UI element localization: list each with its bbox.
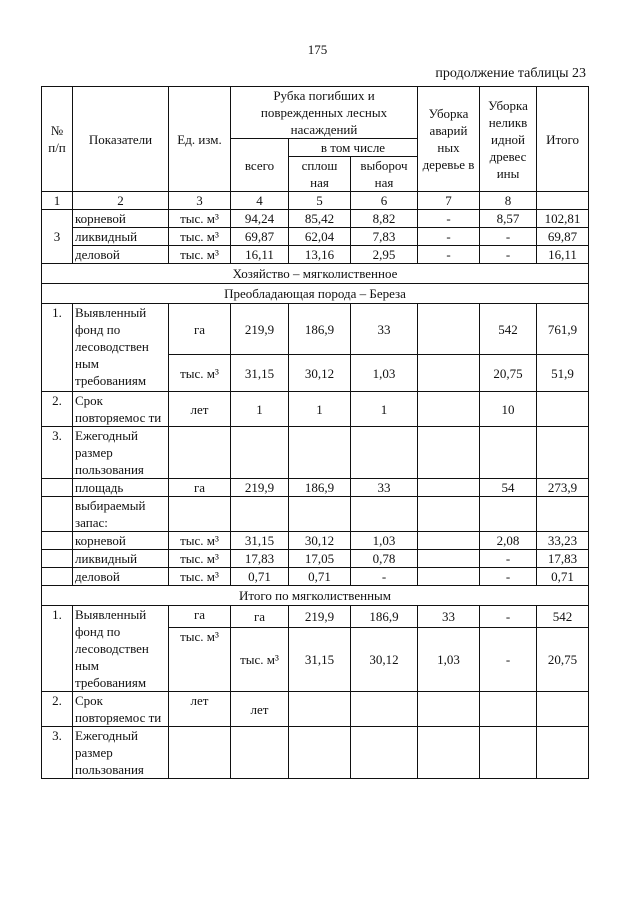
table-row [42, 479, 589, 497]
cell-unit: тыс. м³ [169, 210, 231, 228]
row-num: 1. [42, 606, 73, 692]
cell-value: 10 [480, 392, 537, 427]
row-label: выбираемый запас: [73, 497, 169, 532]
section-heading-row [42, 284, 589, 304]
row-label: ликвидный [73, 550, 169, 568]
table-row [42, 246, 589, 264]
cell-unit: тыс. м³ [169, 228, 231, 246]
row-label: Выявленный фонд по лесоводствен ным требованиям [73, 606, 169, 692]
col-num: 4 [231, 192, 289, 210]
row-num: 3 [42, 210, 73, 264]
cell-value: 2,08 [480, 532, 537, 550]
row-num: 2. [42, 392, 73, 427]
cell-unit: тыс. м³ [169, 628, 231, 692]
col-num: 1 [42, 192, 73, 210]
header-row-1 [42, 87, 589, 139]
row-label: Ежегодный размер пользования [73, 727, 169, 779]
table-row [42, 692, 589, 727]
cell-value: 30,12 [289, 532, 351, 550]
cell-value: 186,9 [289, 479, 351, 497]
table-row [42, 568, 589, 586]
section-heading-row [42, 264, 589, 284]
header-emergency: Уборка аварий ных деревье в [418, 87, 480, 192]
header-selective: выбороч ная [351, 157, 418, 192]
cell-value: 62,04 [289, 228, 351, 246]
cell-value: 1,03 [351, 355, 418, 392]
cell-value: - [418, 228, 480, 246]
row-label: Ежегодный размер пользования [73, 427, 169, 479]
table-row [42, 228, 589, 246]
cell-value: 1,03 [418, 628, 480, 692]
cell-unit: га [169, 606, 231, 628]
cell-value: 1 [351, 392, 418, 427]
section-heading-line2: Преобладающая порода – Береза [42, 284, 589, 304]
row-num: 2. [42, 692, 73, 727]
table-row [42, 532, 589, 550]
col-num: 2 [73, 192, 169, 210]
cell-value: 33 [418, 606, 480, 628]
cell-value: 1 [289, 392, 351, 427]
table-row [42, 727, 589, 779]
cell-value: 69,87 [231, 228, 289, 246]
table-row [42, 392, 589, 427]
cell-value: 8,57 [480, 210, 537, 228]
cell-value: 0,71 [289, 568, 351, 586]
column-numbers-row [42, 192, 589, 210]
cell-value: 0,71 [231, 568, 289, 586]
cell-value: лет [231, 692, 289, 727]
cell-value: 0,78 [351, 550, 418, 568]
cell-value: га [231, 606, 289, 628]
cell-value: 17,05 [289, 550, 351, 568]
row-label: деловой [73, 568, 169, 586]
cell-unit: тыс. м³ [169, 532, 231, 550]
page-number: 175 [307, 42, 328, 57]
header-felling: Рубка погибших и поврежденных лесных насаждений [231, 87, 418, 139]
header-indicators: Показатели [73, 87, 169, 192]
cell-value [418, 568, 480, 586]
table-row [42, 606, 589, 628]
table-row [42, 427, 589, 479]
cell-unit: га [169, 304, 231, 355]
cell-value: 33,23 [537, 532, 589, 550]
table-row [42, 497, 589, 532]
cell-value [418, 479, 480, 497]
cell-value: - [480, 568, 537, 586]
cell-unit: тыс. м³ [169, 550, 231, 568]
cell-value: 31,15 [289, 628, 351, 692]
cell-value: 94,24 [231, 210, 289, 228]
row-num: 1. [42, 304, 73, 392]
cell-value: 0,71 [537, 568, 589, 586]
cell-value: 7,83 [351, 228, 418, 246]
cell-unit: лет [169, 392, 231, 427]
header-clear: сплош ная [289, 157, 351, 192]
col-num: 7 [418, 192, 480, 210]
cell-value: 51,9 [537, 355, 589, 392]
section-heading-total: Итого по мягколиственным [42, 586, 589, 606]
table-row [42, 210, 589, 228]
cell-unit: га [169, 479, 231, 497]
cell-value: 20,75 [480, 355, 537, 392]
col-num: 3 [169, 192, 231, 210]
col-num: 8 [480, 192, 537, 210]
row-label: Срок повторяемос ти [73, 692, 169, 727]
table-continuation-label: продолжение таблицы 23 [435, 66, 586, 81]
cell-value: 219,9 [231, 479, 289, 497]
row-label: площадь [73, 479, 169, 497]
cell-value: - [480, 628, 537, 692]
cell-value: 54 [480, 479, 537, 497]
forest-use-table [41, 86, 589, 779]
cell-value: - [480, 228, 537, 246]
cell-value: 30,12 [351, 628, 418, 692]
cell-value [537, 392, 589, 427]
cell-unit: тыс. м³ [169, 568, 231, 586]
col-num: 5 [289, 192, 351, 210]
row-num: 3. [42, 727, 73, 779]
cell-value: 69,87 [537, 228, 589, 246]
cell-value [418, 532, 480, 550]
cell-value: 30,12 [289, 355, 351, 392]
header-including: в том числе [289, 139, 418, 157]
col-num: 6 [351, 192, 418, 210]
cell-value: 102,81 [537, 210, 589, 228]
cell-value [418, 304, 480, 355]
row-label: корневой [73, 210, 169, 228]
cell-value: 761,9 [537, 304, 589, 355]
header-total: всего [231, 139, 289, 192]
header-num: № п/п [42, 87, 73, 192]
cell-value: 31,15 [231, 532, 289, 550]
cell-value: 186,9 [289, 304, 351, 355]
cell-value: 31,15 [231, 355, 289, 392]
header-illiquid: Уборка неликв идной древес ины [480, 87, 537, 192]
cell-value: 85,42 [289, 210, 351, 228]
cell-value: 17,83 [537, 550, 589, 568]
cell-value: 33 [351, 479, 418, 497]
cell-unit: тыс. м³ [169, 355, 231, 392]
section-heading-row [42, 586, 589, 606]
cell-value: - [480, 246, 537, 264]
cell-value: 542 [480, 304, 537, 355]
cell-value: 219,9 [231, 304, 289, 355]
cell-value: 8,82 [351, 210, 418, 228]
cell-value [418, 355, 480, 392]
row-label: Срок повторяемос ти [73, 392, 169, 427]
table-row [42, 304, 589, 355]
cell-value: 20,75 [537, 628, 589, 692]
cell-value: 186,9 [351, 606, 418, 628]
cell-value: 33 [351, 304, 418, 355]
row-label: корневой [73, 532, 169, 550]
cell-value: - [418, 246, 480, 264]
cell-value: 16,11 [231, 246, 289, 264]
cell-value: 13,16 [289, 246, 351, 264]
cell-value: 273,9 [537, 479, 589, 497]
cell-unit: лет [169, 692, 231, 727]
row-label: ликвидный [73, 228, 169, 246]
cell-value: 2,95 [351, 246, 418, 264]
cell-value: - [418, 210, 480, 228]
cell-value: 219,9 [289, 606, 351, 628]
cell-value: 542 [537, 606, 589, 628]
cell-value: тыс. м³ [231, 628, 289, 692]
cell-value: 16,11 [537, 246, 589, 264]
section-heading-line1: Хозяйство – мягколиственное [42, 264, 589, 284]
header-itogo: Итого [537, 87, 589, 192]
header-unit: Ед. изм. [169, 87, 231, 192]
row-num: 3. [42, 427, 73, 479]
col-num [537, 192, 589, 210]
row-label: деловой [73, 246, 169, 264]
cell-value: - [351, 568, 418, 586]
cell-value [418, 392, 480, 427]
cell-unit: тыс. м³ [169, 246, 231, 264]
cell-value: - [480, 606, 537, 628]
table-row [42, 550, 589, 568]
row-label: Выявленный фонд по лесоводствен ным требованиям [73, 304, 169, 392]
cell-value: 17,83 [231, 550, 289, 568]
cell-value [418, 550, 480, 568]
cell-value: - [480, 550, 537, 568]
cell-value: 1,03 [351, 532, 418, 550]
cell-value: 1 [231, 392, 289, 427]
